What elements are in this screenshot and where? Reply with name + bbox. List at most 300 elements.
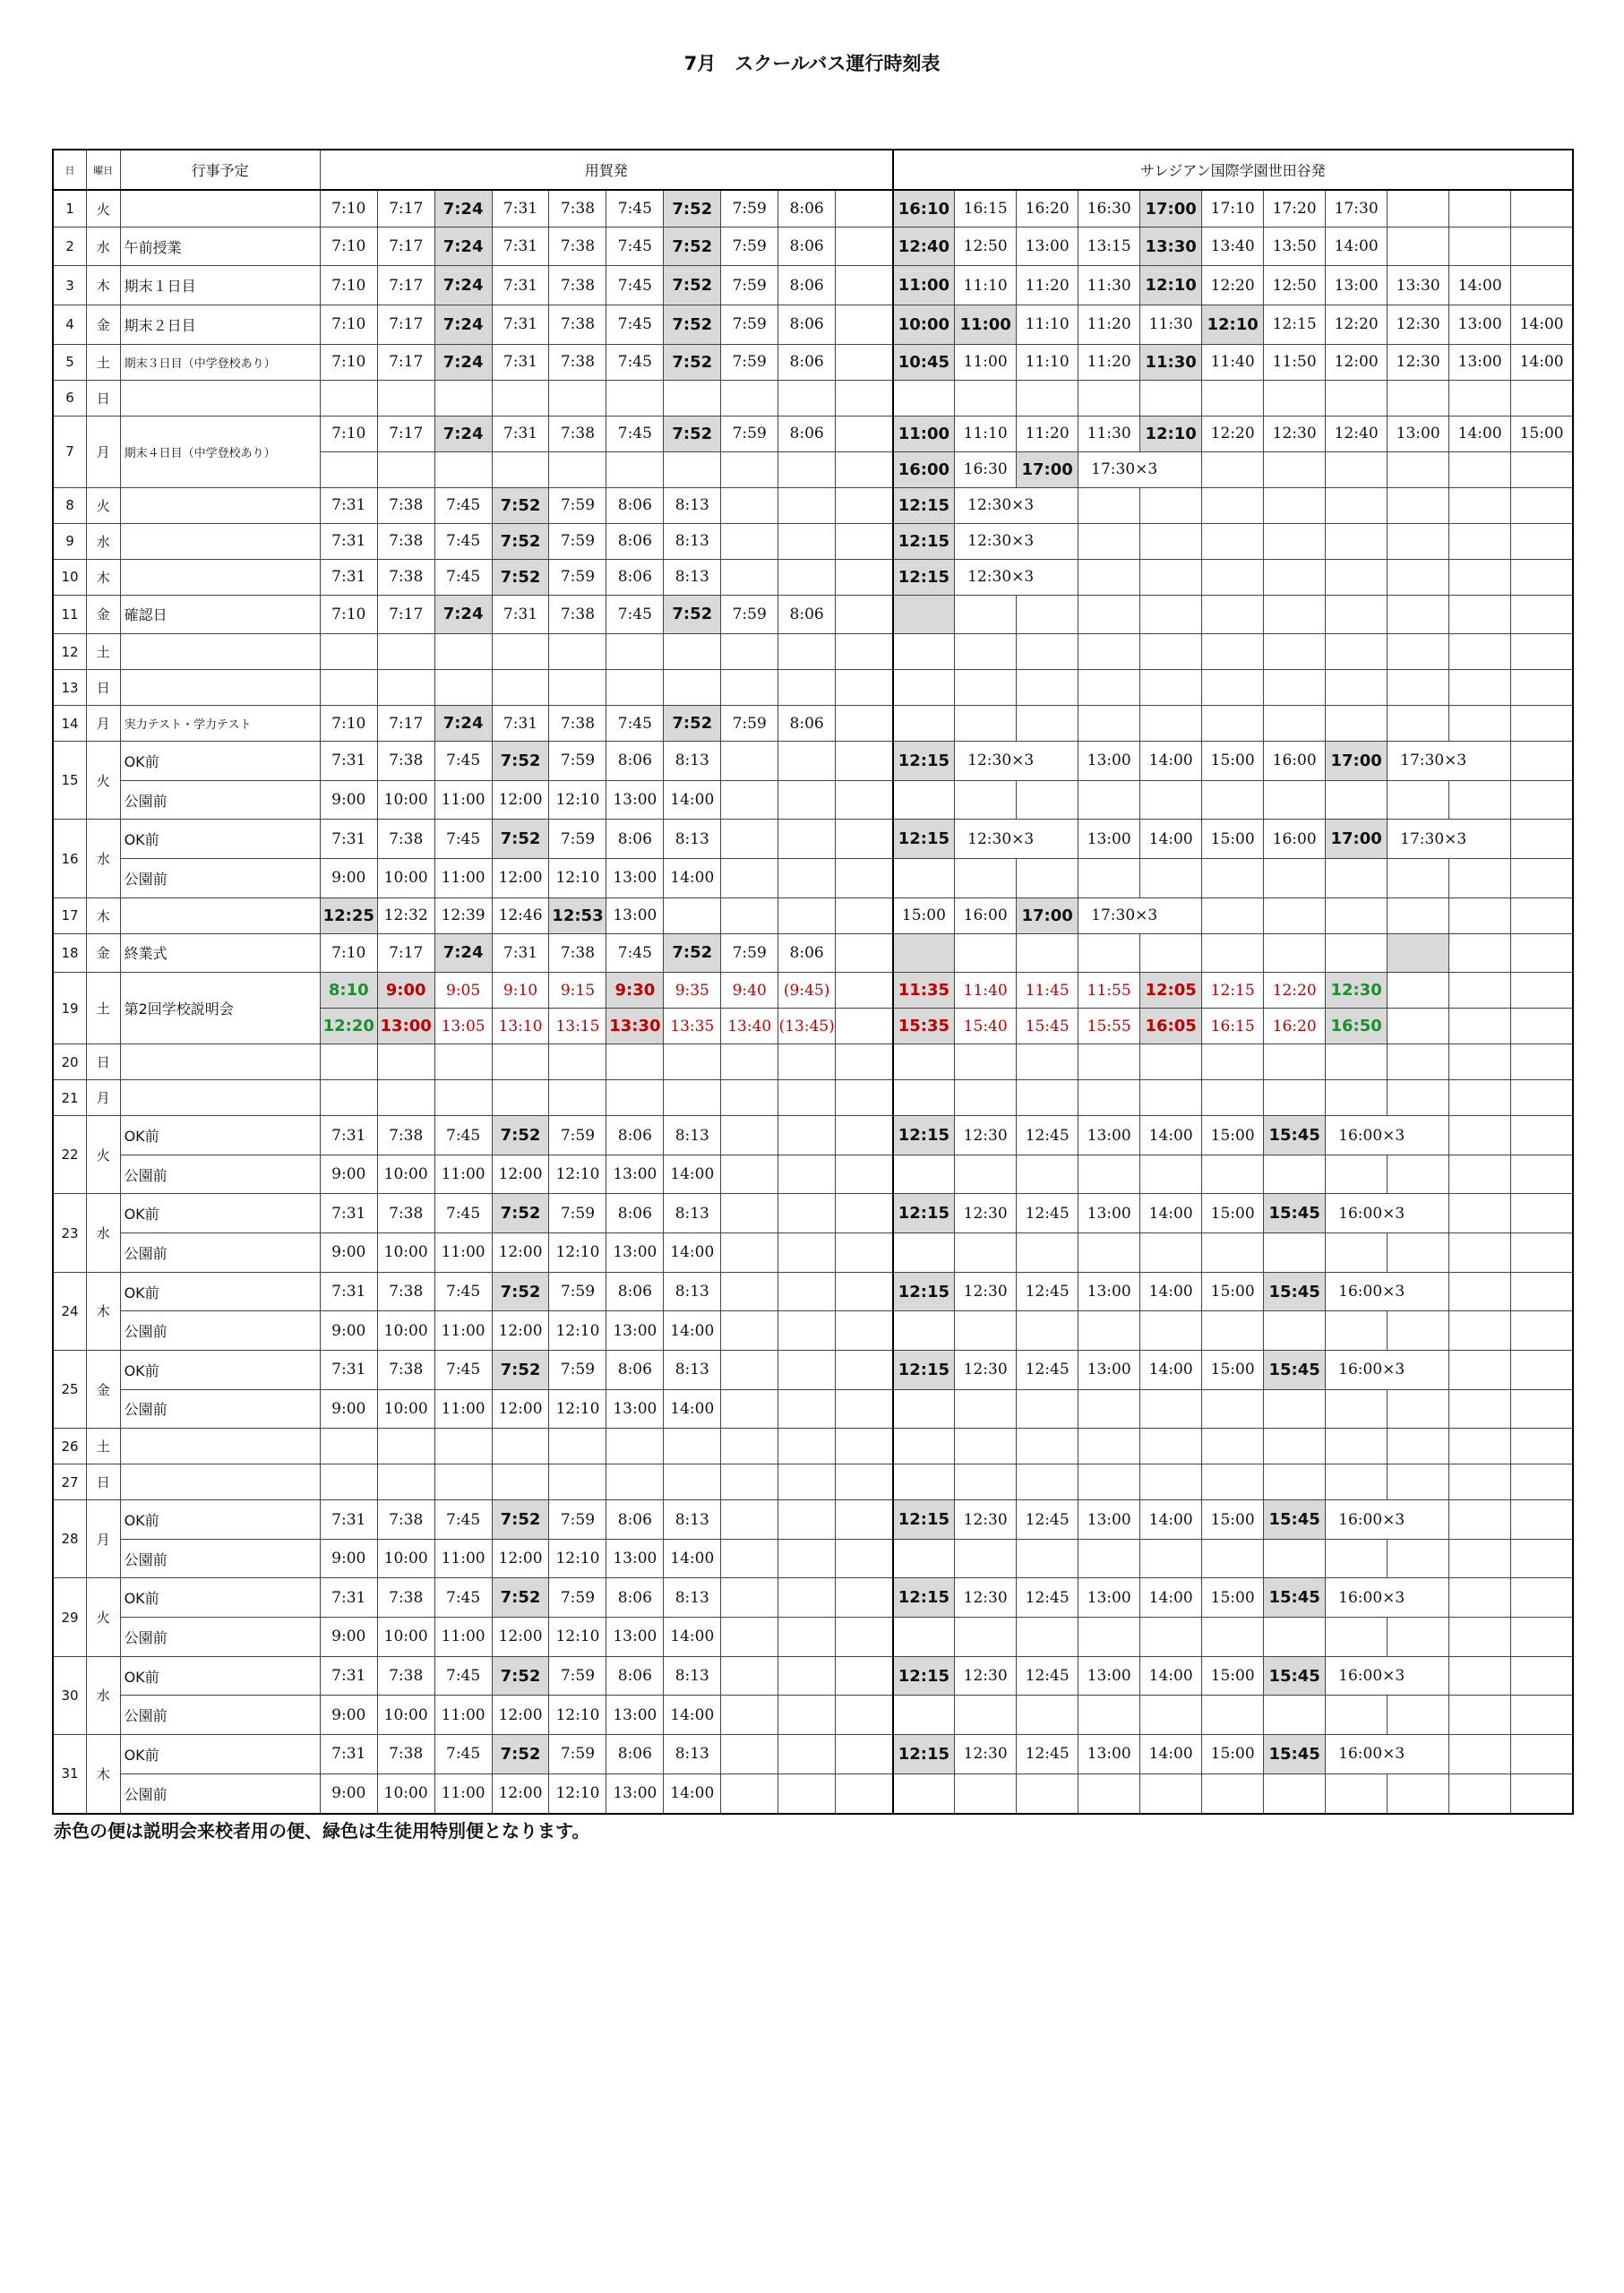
empty-cell <box>1202 1233 1264 1273</box>
empty-cell <box>1388 559 1449 595</box>
empty-cell <box>1078 859 1140 898</box>
time-cell: 7:52 <box>664 305 721 345</box>
time-cell: 7:31 <box>492 305 549 345</box>
empty-cell <box>1202 1389 1264 1429</box>
time-cell: 7:31 <box>492 706 549 742</box>
time-cell: 7:59 <box>549 1734 606 1773</box>
empty-cell <box>606 670 664 706</box>
table-row <box>53 1464 1573 1500</box>
day-number: 12 <box>53 634 87 670</box>
weekday: 木 <box>87 1734 121 1814</box>
time-cell: 14:00 <box>1449 416 1511 451</box>
empty-cell <box>1326 1080 1388 1116</box>
empty-cell <box>836 595 893 634</box>
empty-cell <box>1388 1389 1449 1429</box>
event-cell: 公園前 <box>120 1155 320 1194</box>
time-cell: 11:30 <box>1078 266 1140 305</box>
time-cell: 12:00 <box>1326 344 1388 380</box>
time-cell: 7:17 <box>377 266 434 305</box>
empty-cell <box>1078 380 1140 416</box>
empty-cell <box>1140 1389 1202 1429</box>
time-cell: 7:24 <box>434 344 492 380</box>
event-cell <box>120 634 320 670</box>
empty-cell <box>1264 1311 1326 1351</box>
empty-cell <box>1140 1044 1202 1080</box>
empty-cell <box>778 1696 836 1735</box>
weekday: 金 <box>87 1350 121 1428</box>
time-cell: 13:00 <box>1017 227 1078 266</box>
empty-cell <box>377 380 434 416</box>
empty-cell <box>320 1464 377 1500</box>
time-cell: 12:15 <box>893 1194 955 1233</box>
table-row <box>53 706 1573 742</box>
empty-cell <box>721 634 778 670</box>
event-cell: 公園前 <box>120 1696 320 1735</box>
time-cell: 15:45 <box>1264 1116 1326 1155</box>
time-cell: 15:55 <box>1078 1009 1140 1044</box>
empty-cell <box>721 1696 778 1735</box>
time-cell: 12:10 <box>1140 416 1202 451</box>
time-cell: 7:31 <box>320 1194 377 1233</box>
event-cell: 公園前 <box>120 1539 320 1578</box>
time-cell: 11:00 <box>434 1539 492 1578</box>
time-cell: 7:38 <box>377 1578 434 1618</box>
time-cell: 7:31 <box>492 344 549 380</box>
empty-cell <box>1388 190 1449 227</box>
empty-cell <box>1017 1696 1078 1735</box>
weekday: 水 <box>87 227 121 266</box>
empty-cell <box>1511 1539 1573 1578</box>
time-cell: 10:00 <box>377 1233 434 1273</box>
time-cell: 7:59 <box>549 742 606 781</box>
day-number: 7 <box>53 416 87 487</box>
time-cell: 15:45 <box>1264 1500 1326 1540</box>
empty-cell <box>778 820 836 859</box>
time-cell: 7:52 <box>492 1578 549 1618</box>
time-cell: 10:45 <box>893 344 955 380</box>
time-cell: 12:45 <box>1017 1656 1078 1696</box>
empty-cell <box>721 1734 778 1773</box>
time-cell: 12:10 <box>549 1773 606 1814</box>
time-cell: 16:00×3 <box>1326 1656 1449 1696</box>
time-cell: 8:06 <box>606 487 664 523</box>
empty-cell <box>1264 451 1326 487</box>
time-cell: 10:00 <box>377 1696 434 1735</box>
empty-cell <box>721 1194 778 1233</box>
empty-cell <box>1449 1656 1511 1696</box>
time-cell: 11:00 <box>434 1773 492 1814</box>
empty-cell <box>549 1464 606 1500</box>
time-cell: 7:52 <box>664 595 721 634</box>
empty-cell <box>955 1618 1017 1657</box>
empty-cell <box>664 634 721 670</box>
time-cell: 8:13 <box>664 820 721 859</box>
empty-cell <box>1202 380 1264 416</box>
time-cell: 8:06 <box>606 1116 664 1155</box>
empty-cell <box>1388 1009 1449 1044</box>
time-cell: 12:30×3 <box>955 742 1078 781</box>
time-cell: 8:06 <box>606 820 664 859</box>
empty-cell <box>1140 487 1202 523</box>
empty-cell <box>1511 1500 1573 1540</box>
time-cell: 14:00 <box>664 1618 721 1657</box>
empty-cell <box>1326 1539 1388 1578</box>
empty-cell <box>1511 227 1573 266</box>
time-cell: 7:17 <box>377 416 434 451</box>
time-cell: 12:15 <box>893 1116 955 1155</box>
time-cell: 15:45 <box>1264 1734 1326 1773</box>
empty-cell <box>1511 1429 1573 1464</box>
time-cell: 8:06 <box>778 266 836 305</box>
empty-cell <box>778 1656 836 1696</box>
time-cell: 7:31 <box>492 416 549 451</box>
time-cell: 7:31 <box>320 1272 377 1311</box>
empty-cell <box>1449 973 1511 1009</box>
day-number: 11 <box>53 595 87 634</box>
weekday: 水 <box>87 820 121 897</box>
time-cell: 16:00 <box>1264 742 1326 781</box>
table-row <box>53 973 1573 1009</box>
event-cell: 期末４日目（中学登校あり） <box>120 416 320 487</box>
empty-cell <box>721 1272 778 1311</box>
empty-cell <box>1388 1233 1449 1273</box>
time-cell: 7:31 <box>320 1578 377 1618</box>
empty-cell <box>836 1539 893 1578</box>
time-cell: 7:45 <box>606 706 664 742</box>
empty-cell <box>1449 1696 1511 1735</box>
event-cell: 公園前 <box>120 1311 320 1351</box>
empty-cell <box>1449 559 1511 595</box>
empty-cell <box>1326 1233 1388 1273</box>
empty-cell <box>778 1272 836 1311</box>
time-cell: 7:10 <box>320 344 377 380</box>
empty-cell <box>1202 670 1264 706</box>
event-cell <box>120 1464 320 1500</box>
time-cell: 15:00 <box>893 897 955 933</box>
empty-cell <box>1326 523 1388 559</box>
time-cell: 13:00 <box>1078 1194 1140 1233</box>
time-cell: 8:13 <box>664 1500 721 1540</box>
empty-cell <box>1511 190 1573 227</box>
empty-cell <box>1449 451 1511 487</box>
time-cell: 12:20 <box>1264 973 1326 1009</box>
empty-cell <box>1078 1464 1140 1500</box>
empty-cell <box>721 1311 778 1351</box>
time-cell: 7:52 <box>492 1272 549 1311</box>
empty-cell <box>606 380 664 416</box>
empty-cell <box>377 670 434 706</box>
empty-cell <box>955 1464 1017 1500</box>
empty-cell <box>721 1429 778 1464</box>
weekday: 火 <box>87 190 121 227</box>
empty-cell <box>1140 380 1202 416</box>
time-cell: 13:00 <box>1388 416 1449 451</box>
empty-cell <box>1202 1429 1264 1464</box>
empty-cell <box>1140 1618 1202 1657</box>
time-cell: 12:00 <box>492 1389 549 1429</box>
empty-cell <box>836 1233 893 1273</box>
empty-cell <box>893 859 955 898</box>
day-number: 3 <box>53 266 87 305</box>
empty-cell <box>1078 1539 1140 1578</box>
empty-cell <box>1511 487 1573 523</box>
time-cell: 7:38 <box>377 487 434 523</box>
empty-cell <box>1140 933 1202 973</box>
empty-cell <box>1326 1389 1388 1429</box>
empty-cell <box>1078 1429 1140 1464</box>
time-cell: 13:00 <box>377 1009 434 1044</box>
time-cell: 7:17 <box>377 595 434 634</box>
time-cell: 8:10 <box>320 973 377 1009</box>
time-cell: 12:10 <box>549 1618 606 1657</box>
time-cell: 15:45 <box>1264 1350 1326 1389</box>
weekday: 月 <box>87 1080 121 1116</box>
time-cell: 14:00 <box>664 1233 721 1273</box>
empty-cell <box>1511 820 1573 859</box>
empty-cell <box>1264 595 1326 634</box>
empty-cell <box>893 1539 955 1578</box>
empty-cell <box>1202 523 1264 559</box>
time-cell: 7:10 <box>320 706 377 742</box>
time-cell: 12:20 <box>1326 305 1388 345</box>
empty-cell <box>1511 1656 1573 1696</box>
time-cell: 8:06 <box>778 227 836 266</box>
empty-cell <box>1017 1464 1078 1500</box>
empty-cell <box>320 380 377 416</box>
time-cell: 7:52 <box>492 1656 549 1696</box>
empty-cell <box>1388 1464 1449 1500</box>
time-cell: 12:30 <box>955 1350 1017 1389</box>
time-cell: 12:10 <box>549 1696 606 1735</box>
time-cell: 11:00 <box>434 1233 492 1273</box>
day-number: 13 <box>53 670 87 706</box>
time-cell: 7:38 <box>549 595 606 634</box>
empty-cell <box>721 451 778 487</box>
time-cell: 8:13 <box>664 1272 721 1311</box>
empty-cell <box>1511 1734 1573 1773</box>
empty-cell <box>1511 523 1573 559</box>
empty-cell <box>1202 451 1264 487</box>
empty-cell <box>1264 1233 1326 1273</box>
time-cell: 12:50 <box>955 227 1017 266</box>
time-cell: 7:45 <box>434 1116 492 1155</box>
empty-cell <box>1449 670 1511 706</box>
shaded-cell <box>893 595 955 634</box>
empty-cell <box>1511 742 1573 781</box>
event-cell <box>120 897 320 933</box>
empty-cell <box>1078 487 1140 523</box>
empty-cell <box>1449 1539 1511 1578</box>
weekday: 火 <box>87 487 121 523</box>
time-cell: 11:00 <box>434 1696 492 1735</box>
empty-cell <box>1140 1464 1202 1500</box>
empty-cell <box>721 1155 778 1194</box>
table-row <box>53 487 1573 523</box>
day-number: 15 <box>53 742 87 820</box>
empty-cell <box>606 451 664 487</box>
event-cell: 公園前 <box>120 780 320 820</box>
weekday: 月 <box>87 416 121 487</box>
day-number: 19 <box>53 973 87 1044</box>
table-row <box>53 1272 1573 1311</box>
time-cell: 16:30 <box>1078 190 1140 227</box>
empty-cell <box>1388 1429 1449 1464</box>
time-cell: 7:52 <box>492 742 549 781</box>
time-cell: 16:50 <box>1326 1009 1388 1044</box>
empty-cell <box>836 897 893 933</box>
empty-cell <box>1511 451 1573 487</box>
empty-cell <box>1449 1311 1511 1351</box>
empty-cell <box>434 1464 492 1500</box>
time-cell: 15:45 <box>1264 1194 1326 1233</box>
time-cell: 7:38 <box>377 1500 434 1540</box>
table-row <box>53 742 1573 781</box>
empty-cell <box>1326 1311 1388 1351</box>
time-cell: 16:00 <box>1264 820 1326 859</box>
empty-cell <box>434 634 492 670</box>
empty-cell <box>721 780 778 820</box>
table-row <box>53 523 1573 559</box>
time-cell: 12:20 <box>320 1009 377 1044</box>
empty-cell <box>1078 559 1140 595</box>
time-cell: 13:00 <box>1078 1734 1140 1773</box>
empty-cell <box>1264 780 1326 820</box>
empty-cell <box>893 780 955 820</box>
event-cell: 公園前 <box>120 859 320 898</box>
time-cell: 13:30 <box>606 1009 664 1044</box>
empty-cell <box>778 1044 836 1080</box>
empty-cell <box>1326 1044 1388 1080</box>
event-cell: OK前 <box>120 742 320 781</box>
empty-cell <box>1511 1116 1573 1155</box>
time-cell: 9:15 <box>549 973 606 1009</box>
time-cell: 15:40 <box>955 1009 1017 1044</box>
time-cell: 7:52 <box>664 706 721 742</box>
empty-cell <box>1017 859 1078 898</box>
time-cell: 16:00×3 <box>1326 1350 1449 1389</box>
empty-cell <box>836 933 893 973</box>
empty-cell <box>1017 1539 1078 1578</box>
time-cell: 10:00 <box>377 1311 434 1351</box>
time-cell: 7:52 <box>492 1500 549 1540</box>
empty-cell <box>721 1500 778 1540</box>
time-cell: 7:31 <box>320 523 377 559</box>
time-cell: 12:10 <box>549 1389 606 1429</box>
time-cell: 7:45 <box>434 1656 492 1696</box>
empty-cell <box>1264 706 1326 742</box>
day-number: 24 <box>53 1272 87 1350</box>
time-cell: 13:30 <box>1140 227 1202 266</box>
table-row <box>53 190 1573 227</box>
event-cell: OK前 <box>120 1656 320 1696</box>
time-cell: 12:30 <box>1388 305 1449 345</box>
empty-cell <box>1140 523 1202 559</box>
time-cell: 13:00 <box>606 1696 664 1735</box>
time-cell: 12:10 <box>549 1155 606 1194</box>
empty-cell <box>1326 933 1388 973</box>
time-cell: 14:00 <box>1326 227 1388 266</box>
time-cell: 12:40 <box>1326 416 1388 451</box>
header-event: 行事予定 <box>120 150 320 190</box>
time-cell: 12:30 <box>955 1500 1017 1540</box>
empty-cell <box>1140 595 1202 634</box>
header-weekday: 曜日 <box>87 150 121 190</box>
weekday: 金 <box>87 933 121 973</box>
empty-cell <box>1511 1311 1573 1351</box>
time-cell: 8:13 <box>664 559 721 595</box>
empty-cell <box>664 1464 721 1500</box>
time-cell: 8:06 <box>606 1500 664 1540</box>
time-cell: 12:30 <box>955 1194 1017 1233</box>
time-cell: 13:05 <box>434 1009 492 1044</box>
empty-cell <box>1017 1155 1078 1194</box>
empty-cell <box>320 1044 377 1080</box>
time-cell: 11:30 <box>1140 344 1202 380</box>
empty-cell <box>434 1080 492 1116</box>
time-cell: 15:00 <box>1202 742 1264 781</box>
event-cell: OK前 <box>120 820 320 859</box>
day-number: 17 <box>53 897 87 933</box>
empty-cell <box>1078 1696 1140 1735</box>
time-cell: 12:20 <box>1202 416 1264 451</box>
time-cell: 7:31 <box>492 595 549 634</box>
time-cell: 16:15 <box>1202 1009 1264 1044</box>
time-cell: 13:00 <box>1449 344 1511 380</box>
empty-cell <box>893 1429 955 1464</box>
day-number: 28 <box>53 1500 87 1578</box>
empty-cell <box>1326 559 1388 595</box>
empty-cell <box>955 1233 1017 1273</box>
time-cell: 7:38 <box>377 1656 434 1696</box>
empty-cell <box>1449 595 1511 634</box>
empty-cell <box>1017 780 1078 820</box>
empty-cell <box>721 1656 778 1696</box>
empty-cell <box>836 859 893 898</box>
table-row <box>53 380 1573 416</box>
weekday: 月 <box>87 706 121 742</box>
time-cell: 8:13 <box>664 487 721 523</box>
time-cell: 7:45 <box>434 1194 492 1233</box>
time-cell: 12:45 <box>1017 1350 1078 1389</box>
empty-cell <box>377 1044 434 1080</box>
empty-cell <box>836 1155 893 1194</box>
empty-cell <box>836 973 893 1009</box>
time-cell: 12:30 <box>955 1578 1017 1618</box>
day-number: 22 <box>53 1116 87 1194</box>
time-cell: 12:15 <box>893 742 955 781</box>
event-cell <box>120 190 320 227</box>
empty-cell <box>778 1734 836 1773</box>
time-cell: 14:00 <box>664 1696 721 1735</box>
event-cell: 実力テスト・学力テスト <box>120 706 320 742</box>
day-number: 8 <box>53 487 87 523</box>
empty-cell <box>1511 1618 1573 1657</box>
empty-cell <box>1449 1389 1511 1429</box>
time-cell: 8:13 <box>664 1656 721 1696</box>
empty-cell <box>1078 1233 1140 1273</box>
time-cell: 14:00 <box>1140 1500 1202 1540</box>
empty-cell <box>1202 1464 1264 1500</box>
time-cell: 11:30 <box>1140 305 1202 345</box>
day-number: 1 <box>53 190 87 227</box>
time-cell: 8:06 <box>606 1578 664 1618</box>
event-cell: 公園前 <box>120 1618 320 1657</box>
time-cell: 7:52 <box>492 559 549 595</box>
empty-cell <box>664 451 721 487</box>
day-number: 10 <box>53 559 87 595</box>
day-number: 14 <box>53 706 87 742</box>
empty-cell <box>377 1429 434 1464</box>
